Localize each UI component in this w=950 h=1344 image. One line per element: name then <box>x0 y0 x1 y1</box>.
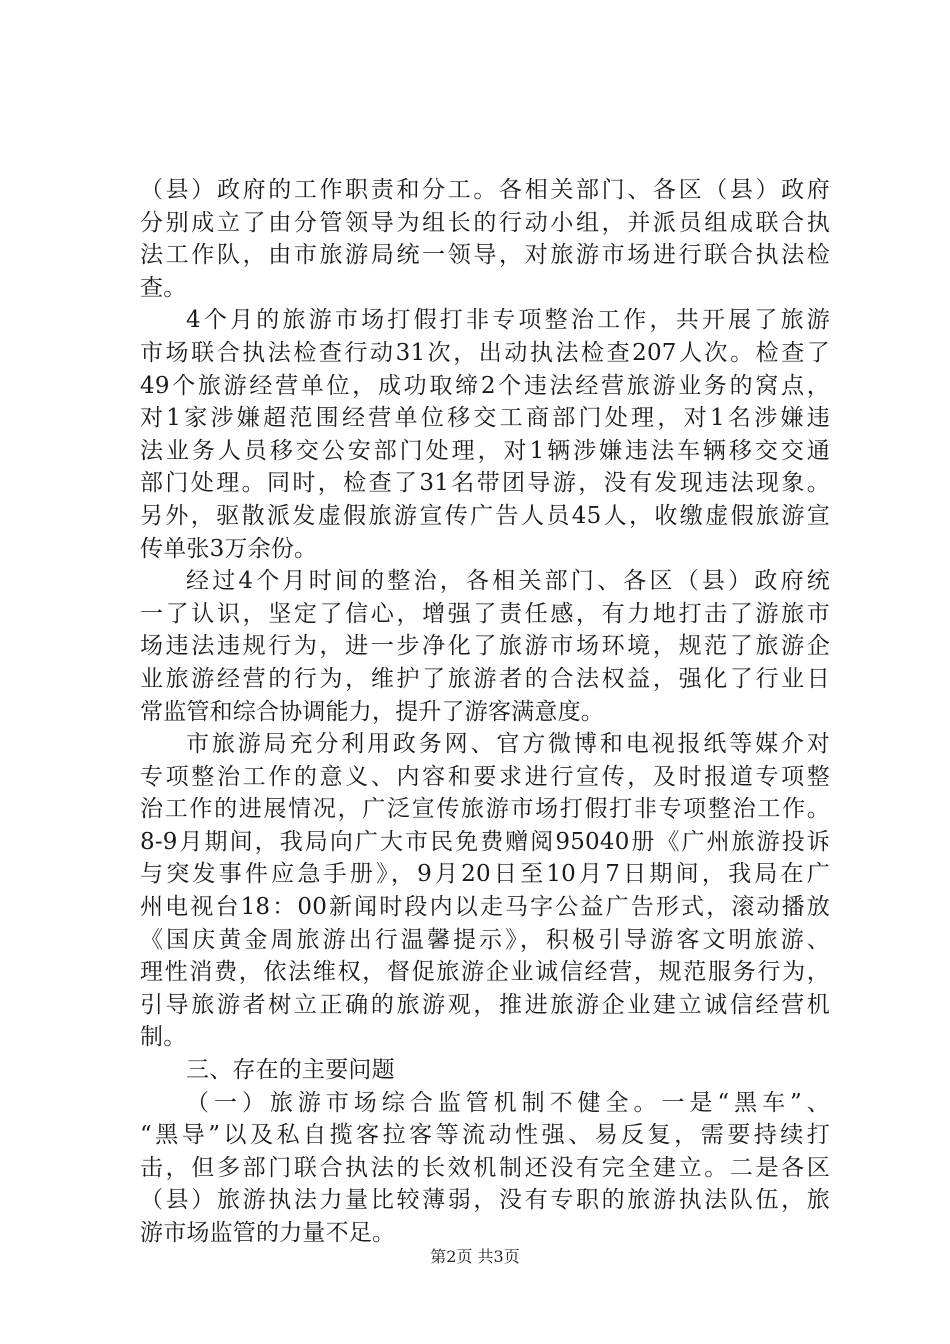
text-line: 市旅游局充分利用政务网、官方微博和电视报纸等媒介对 <box>186 731 830 758</box>
text-line: （县）政府的工作职责和分工。各相关部门、各区（县）政府 <box>140 177 830 203</box>
text-line: 部门处理。同时，检查了31名带团导游，没有发现违法现象。 <box>140 470 830 497</box>
text-line: 治工作的进展情况，广泛宣传旅游市场打假打非专项整治工作。 <box>140 796 830 823</box>
text-line: 制。 <box>140 1024 187 1051</box>
text-line: （一）旅游市场综合监管机制不健全。一是“黑车”、 <box>186 1089 830 1116</box>
text-line: 查。 <box>140 274 187 301</box>
text-line: 传单张3万余份。 <box>140 535 318 562</box>
text-line: 经过4个月时间的整治，各相关部门、各区（县）政府统 <box>186 568 830 595</box>
text-line: 分别成立了由分管领导为组长的行动小组，并派员组成联合执 <box>140 209 830 236</box>
text-line: 《国庆黄金周旅游出行温馨提示》，积极引导游客文明旅游、 <box>140 926 830 953</box>
text-line: 一了认识，坚定了信心，增强了责任感，有力地打击了游旅市 <box>140 600 830 627</box>
text-line: 游市场监管的力量不足。 <box>140 1220 396 1246</box>
text-line: 8-9月期间，我局向广大市民免费赠阅95040册《广州旅游投诉 <box>140 828 830 855</box>
text-line: 专项整治工作的意义、内容和要求进行宣传，及时报道专项整 <box>140 763 830 790</box>
text-line: 理性消费，依法维权，督促旅游企业诚信经营，规范服务行为， <box>140 959 830 986</box>
text-line: 4个月的旅游市场打假打非专项整治工作，共开展了旅游 <box>186 307 830 334</box>
text-line: 与突发事件应急手册》，9月20日至10月7日期间，我局在广 <box>140 861 830 888</box>
text-line: （县）旅游执法力量比较薄弱，没有专职的旅游执法队伍，旅 <box>140 1187 830 1214</box>
text-line: 业旅游经营的行为，维护了旅游者的合法权益，强化了行业日 <box>140 665 830 692</box>
text-line: 州电视台18：00新闻时段内以走马字公益广告形式，滚动播放 <box>140 894 830 921</box>
page-footer: 第2页 共3页 <box>430 1247 520 1266</box>
text-line: 引导旅游者树立正确的旅游观，推进旅游企业建立诚信经营机 <box>140 991 830 1018</box>
text-line: 另外，驱散派发虚假旅游宣传广告人员45人，收缴虚假旅游宣 <box>140 502 830 529</box>
text-line: 法工作队，由市旅游局统一领导，对旅游市场进行联合执法检 <box>140 242 830 269</box>
text-line: 常监管和综合协调能力，提升了游客满意度。 <box>140 698 604 725</box>
text-line: 场违法违规行为，进一步净化了旅游市场环境，规范了旅游企 <box>140 633 830 660</box>
text-line: 市场联合执法检查行动31次，出动执法检查207人次。检查了 <box>140 339 830 366</box>
text-line: 对1家涉嫌超范围经营单位移交工商部门处理，对1名涉嫌违 <box>140 405 830 432</box>
text-line: 三、存在的主要问题 <box>186 1057 395 1084</box>
text-line: “黑导”以及私自揽客拉客等流动性强、易反复，需要持续打 <box>140 1122 830 1149</box>
document-body <box>140 174 830 1250</box>
text-line: 击，但多部门联合执法的长效机制还没有完全建立。二是各区 <box>140 1154 830 1181</box>
text-line: 49个旅游经营单位，成功取缔2个违法经营旅游业务的窝点， <box>140 372 830 399</box>
text-line: 法业务人员移交公安部门处理，对1辆涉嫌违法车辆移交交通 <box>140 437 830 464</box>
